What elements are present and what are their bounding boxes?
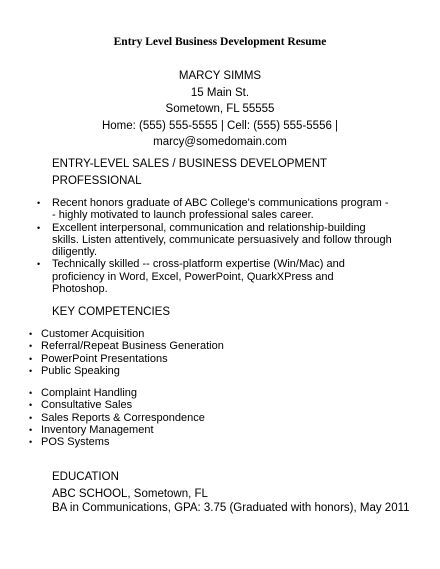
competency-item: • Consultative Sales <box>41 399 381 411</box>
competency-item: • PowerPoint Presentations <box>41 353 381 365</box>
competency-item: • Referral/Repeat Business Generation <box>41 340 381 352</box>
document-title: Entry Level Business Development Resume <box>113 36 327 48</box>
competency-item: • Inventory Management <box>41 424 381 436</box>
street-address: 15 Main St. <box>190 86 250 99</box>
competency-item: • Sales Reports & Correspondence <box>41 412 381 424</box>
competencies-heading: KEY COMPETENCIES <box>52 306 171 318</box>
education-heading: EDUCATION <box>52 471 119 483</box>
degree-details: BA in Communications, GPA: 3.75 (Graduated with honors), May 2011 <box>52 501 410 514</box>
objective-heading <box>52 156 327 189</box>
objective-bullet: • Technically skilled -- cross-platform expertise (Win/Mac) and proficiency in Word, Excel, PowerPoint, QuarkXPress and Photoshop. <box>52 258 392 295</box>
objective-heading-line2: PROFESSIONAL <box>52 174 142 187</box>
competency-item: • POS Systems <box>41 436 381 448</box>
competency-item: • Complaint Handling <box>41 387 381 399</box>
objective-bullet: • Excellent interpersonal, communication and relationship-building skills. Listen attentively, communicate persuasively and follow through diligently. <box>52 222 392 259</box>
school-name: ABC SCHOOL, Sometown, FL <box>52 488 208 500</box>
city-state-zip: Sometown, FL 55555 <box>165 103 275 115</box>
education-details <box>52 488 410 515</box>
objective-heading-line1: ENTRY-LEVEL SALES / BUSINESS DEVELOPMENT <box>52 158 328 170</box>
objective-bullet: • Recent honors graduate of ABC College's communications program -- highly motivated to launch professional sales career. <box>52 197 392 222</box>
competencies-list-2 <box>41 387 381 448</box>
candidate-name: MARCY SIMMS <box>178 70 262 82</box>
contact-header <box>0 68 440 151</box>
phone-numbers: Home: (555) 555-5555 | Cell: (555) 555-5556 | <box>101 119 339 132</box>
competencies-list-1 <box>41 328 381 377</box>
email-address: marcy@somedomain.com <box>153 136 287 148</box>
competency-item: • Customer Acquisition <box>41 328 381 340</box>
competency-item: • Public Speaking <box>41 365 381 377</box>
objective-bullets <box>52 197 392 295</box>
